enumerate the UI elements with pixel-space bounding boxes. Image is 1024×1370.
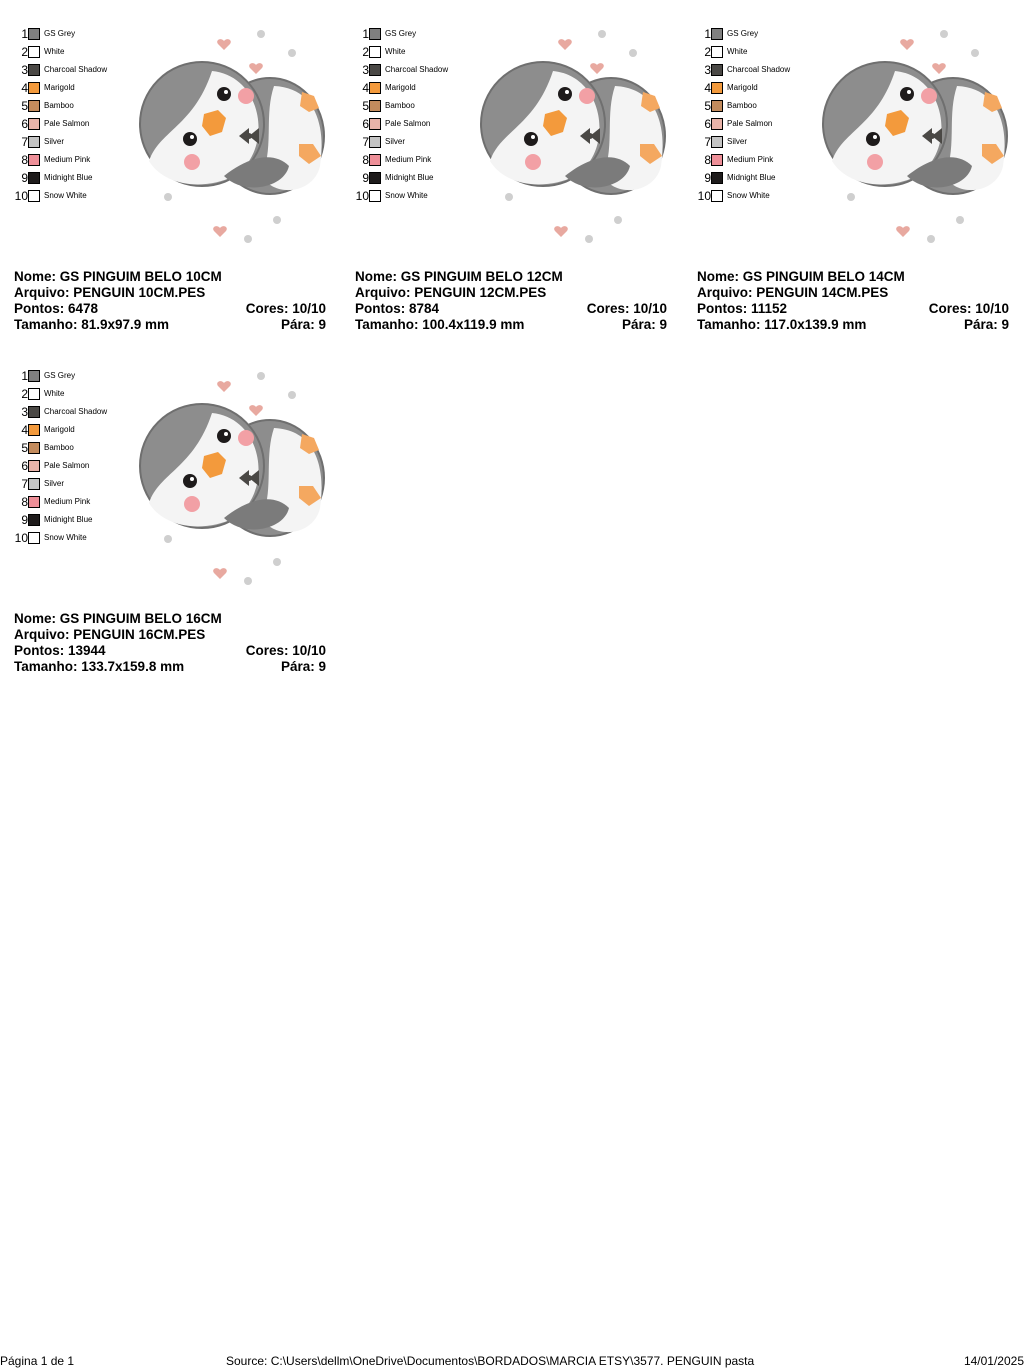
palette-color-name: Medium Pink: [385, 155, 432, 164]
design-colors: Cores: 10/10: [928, 301, 1009, 316]
palette-swatch: [369, 136, 381, 148]
palette-number: 5: [704, 99, 711, 113]
design-size: Tamanho: 133.7x159.8 mm: [14, 659, 185, 674]
palette-swatch: [28, 442, 40, 454]
design-card: [14, 26, 332, 332]
palette-swatch: [369, 28, 381, 40]
palette-number: 2: [21, 45, 28, 59]
palette-number: 7: [21, 135, 28, 149]
palette-row: [355, 26, 465, 44]
penguin-embroidery-icon: [807, 26, 1017, 256]
palette-color-name: Pale Salmon: [385, 119, 431, 128]
palette-row: [697, 152, 807, 170]
palette-swatch: [711, 46, 723, 58]
palette-color-name: Bamboo: [44, 101, 74, 110]
palette-swatch: [28, 460, 40, 472]
palette-row: [697, 26, 807, 44]
palette-swatch: [711, 28, 723, 40]
palette-number: 2: [362, 45, 369, 59]
palette-number: 7: [21, 477, 28, 491]
palette-number: 6: [362, 117, 369, 131]
color-palette: [14, 368, 124, 548]
palette-row: [14, 188, 124, 206]
palette-number: 5: [362, 99, 369, 113]
palette-color-name: Pale Salmon: [44, 461, 90, 470]
palette-row: [355, 44, 465, 62]
palette-row: [697, 134, 807, 152]
palette-color-name: Snow White: [44, 533, 87, 542]
palette-row: [355, 134, 465, 152]
palette-color-name: Charcoal Shadow: [44, 407, 108, 416]
palette-color-name: Silver: [727, 137, 748, 146]
palette-color-name: Snow White: [44, 191, 87, 200]
palette-row: [14, 440, 124, 458]
palette-number: 4: [21, 423, 28, 437]
palette-color-name: Marigold: [727, 83, 758, 92]
palette-number: 4: [21, 81, 28, 95]
palette-row: [14, 368, 124, 386]
palette-color-name: Pale Salmon: [727, 119, 773, 128]
palette-row: [697, 62, 807, 80]
design-file: Arquivo: PENGUIN 16CM.PES: [14, 627, 206, 642]
palette-color-name: GS Grey: [44, 29, 76, 38]
design-file: Arquivo: PENGUIN 14CM.PES: [697, 285, 889, 300]
design-size: Tamanho: 100.4x119.9 mm: [355, 317, 525, 332]
design-card: [14, 368, 332, 674]
palette-number: 8: [704, 153, 711, 167]
palette-swatch: [28, 100, 40, 112]
palette-row: [14, 530, 124, 548]
palette-row: [14, 116, 124, 134]
palette-color-name: Marigold: [385, 83, 416, 92]
palette-swatch: [711, 82, 723, 94]
palette-color-name: Midnight Blue: [44, 515, 93, 524]
palette-color-name: Charcoal Shadow: [385, 65, 449, 74]
design-colors: Cores: 10/10: [245, 301, 326, 316]
palette-color-name: Medium Pink: [44, 155, 91, 164]
palette-row: [355, 98, 465, 116]
design-stops: Pára: 9: [280, 659, 326, 674]
design-size: Tamanho: 81.9x97.9 mm: [14, 317, 170, 332]
palette-color-name: Marigold: [44, 83, 75, 92]
palette-number: 6: [21, 117, 28, 131]
palette-color-name: Snow White: [727, 191, 770, 200]
palette-color-name: White: [44, 389, 65, 398]
source-path: Source: C:\Users\dellm\OneDrive\Documentos\BORDADOS\MARCIA ETSY\3577. PENGUIN pasta: [226, 1354, 755, 1368]
palette-row: [697, 170, 807, 188]
palette-row: [14, 476, 124, 494]
palette-row: [14, 170, 124, 188]
color-palette: [14, 26, 124, 206]
palette-color-name: Snow White: [385, 191, 428, 200]
palette-color-name: Midnight Blue: [44, 173, 93, 182]
palette-swatch: [711, 172, 723, 184]
palette-swatch: [28, 28, 40, 40]
palette-swatch: [711, 136, 723, 148]
palette-swatch: [369, 64, 381, 76]
palette-number: 10: [697, 189, 711, 203]
palette-swatch: [369, 190, 381, 202]
design-stops: Pára: 9: [621, 317, 667, 332]
palette-swatch: [711, 118, 723, 130]
palette-color-name: Pale Salmon: [44, 119, 90, 128]
palette-row: [697, 80, 807, 98]
palette-swatch: [28, 370, 40, 382]
palette-row: [14, 512, 124, 530]
palette-number: 7: [704, 135, 711, 149]
palette-number: 8: [21, 495, 28, 509]
palette-number: 3: [362, 63, 369, 77]
palette-swatch: [28, 514, 40, 526]
palette-swatch: [28, 478, 40, 490]
palette-number: 1: [362, 27, 369, 41]
palette-row: [14, 44, 124, 62]
design-info: [355, 269, 667, 333]
design-stitches: Pontos: 6478: [14, 301, 99, 316]
palette-number: 1: [21, 27, 28, 41]
penguin-embroidery-icon: [124, 368, 334, 598]
palette-swatch: [369, 118, 381, 130]
palette-color-name: White: [727, 47, 748, 56]
palette-row: [355, 80, 465, 98]
palette-swatch: [28, 190, 40, 202]
design-file: Arquivo: PENGUIN 12CM.PES: [355, 285, 547, 300]
palette-color-name: Bamboo: [44, 443, 74, 452]
palette-swatch: [28, 406, 40, 418]
palette-color-name: Midnight Blue: [727, 173, 776, 182]
color-palette: [697, 26, 807, 206]
design-name: Nome: GS PINGUIM BELO 12CM: [355, 269, 563, 284]
palette-swatch: [28, 46, 40, 58]
palette-color-name: Midnight Blue: [385, 173, 434, 182]
penguin-embroidery-icon: [124, 26, 334, 256]
palette-color-name: Silver: [44, 137, 65, 146]
palette-row: [14, 62, 124, 80]
palette-row: [355, 170, 465, 188]
palette-row: [697, 188, 807, 206]
palette-number: 9: [362, 171, 369, 185]
design-stitches: Pontos: 13944: [14, 643, 106, 658]
palette-swatch: [28, 64, 40, 76]
palette-row: [355, 152, 465, 170]
palette-swatch: [28, 388, 40, 400]
design-colors: Cores: 10/10: [245, 643, 326, 658]
design-name: Nome: GS PINGUIM BELO 16CM: [14, 611, 222, 626]
penguin-embroidery-icon: [465, 26, 675, 256]
palette-color-name: Silver: [385, 137, 406, 146]
palette-row: [14, 458, 124, 476]
palette-number: 3: [704, 63, 711, 77]
palette-swatch: [28, 424, 40, 436]
palette-number: 8: [21, 153, 28, 167]
palette-color-name: Marigold: [44, 425, 75, 434]
palette-swatch: [711, 64, 723, 76]
palette-color-name: White: [44, 47, 65, 56]
palette-row: [697, 116, 807, 134]
palette-swatch: [369, 100, 381, 112]
palette-row: [14, 494, 124, 512]
design-stitches: Pontos: 11152: [697, 301, 788, 316]
palette-swatch: [711, 190, 723, 202]
palette-color-name: GS Grey: [44, 371, 76, 380]
palette-row: [697, 44, 807, 62]
palette-swatch: [28, 118, 40, 130]
palette-number: 4: [362, 81, 369, 95]
palette-swatch: [369, 46, 381, 58]
palette-swatch: [711, 154, 723, 166]
palette-row: [14, 152, 124, 170]
palette-row: [14, 386, 124, 404]
palette-number: 3: [21, 63, 28, 77]
palette-row: [355, 62, 465, 80]
palette-number: 9: [704, 171, 711, 185]
palette-number: 4: [704, 81, 711, 95]
palette-color-name: Charcoal Shadow: [44, 65, 108, 74]
design-info: [14, 611, 326, 675]
palette-number: 10: [14, 189, 28, 203]
palette-color-name: White: [385, 47, 406, 56]
palette-color-name: GS Grey: [385, 29, 417, 38]
palette-row: [14, 404, 124, 422]
palette-swatch: [369, 82, 381, 94]
palette-number: 1: [704, 27, 711, 41]
palette-row: [355, 116, 465, 134]
palette-number: 6: [704, 117, 711, 131]
design-name: Nome: GS PINGUIM BELO 10CM: [14, 269, 222, 284]
palette-color-name: Silver: [44, 479, 65, 488]
palette-row: [14, 98, 124, 116]
palette-number: 2: [21, 387, 28, 401]
palette-swatch: [711, 100, 723, 112]
palette-swatch: [28, 82, 40, 94]
palette-row: [697, 98, 807, 116]
palette-swatch: [28, 154, 40, 166]
palette-number: 2: [704, 45, 711, 59]
palette-color-name: Medium Pink: [727, 155, 774, 164]
palette-number: 1: [21, 369, 28, 383]
palette-row: [14, 80, 124, 98]
design-info: [14, 269, 326, 333]
palette-color-name: Medium Pink: [44, 497, 91, 506]
palette-row: [355, 188, 465, 206]
palette-row: [14, 134, 124, 152]
palette-color-name: Bamboo: [385, 101, 415, 110]
palette-number: 10: [14, 531, 28, 545]
palette-color-name: Charcoal Shadow: [727, 65, 791, 74]
design-file: Arquivo: PENGUIN 10CM.PES: [14, 285, 206, 300]
palette-swatch: [28, 172, 40, 184]
palette-number: 10: [355, 189, 369, 203]
page-number: Página 1 de 1: [0, 1354, 75, 1368]
design-name: Nome: GS PINGUIM BELO 14CM: [697, 269, 905, 284]
palette-swatch: [28, 496, 40, 508]
design-colors: Cores: 10/10: [586, 301, 667, 316]
print-date: 14/01/2025: [963, 1354, 1024, 1368]
design-size: Tamanho: 117.0x139.9 mm: [697, 317, 867, 332]
palette-number: 9: [21, 171, 28, 185]
palette-number: 5: [21, 441, 28, 455]
palette-swatch: [28, 532, 40, 544]
palette-number: 3: [21, 405, 28, 419]
palette-color-name: Bamboo: [727, 101, 757, 110]
palette-row: [14, 26, 124, 44]
palette-number: 6: [21, 459, 28, 473]
palette-swatch: [369, 172, 381, 184]
palette-row: [14, 422, 124, 440]
palette-number: 8: [362, 153, 369, 167]
design-card: [355, 26, 673, 332]
design-stops: Pára: 9: [963, 317, 1009, 332]
palette-number: 5: [21, 99, 28, 113]
design-stitches: Pontos: 8784: [355, 301, 440, 316]
palette-number: 7: [362, 135, 369, 149]
design-info: [697, 269, 1009, 333]
palette-swatch: [28, 136, 40, 148]
design-card: [697, 26, 1015, 332]
palette-swatch: [369, 154, 381, 166]
palette-color-name: GS Grey: [727, 29, 759, 38]
palette-number: 9: [21, 513, 28, 527]
color-palette: [355, 26, 465, 206]
design-stops: Pára: 9: [280, 317, 326, 332]
